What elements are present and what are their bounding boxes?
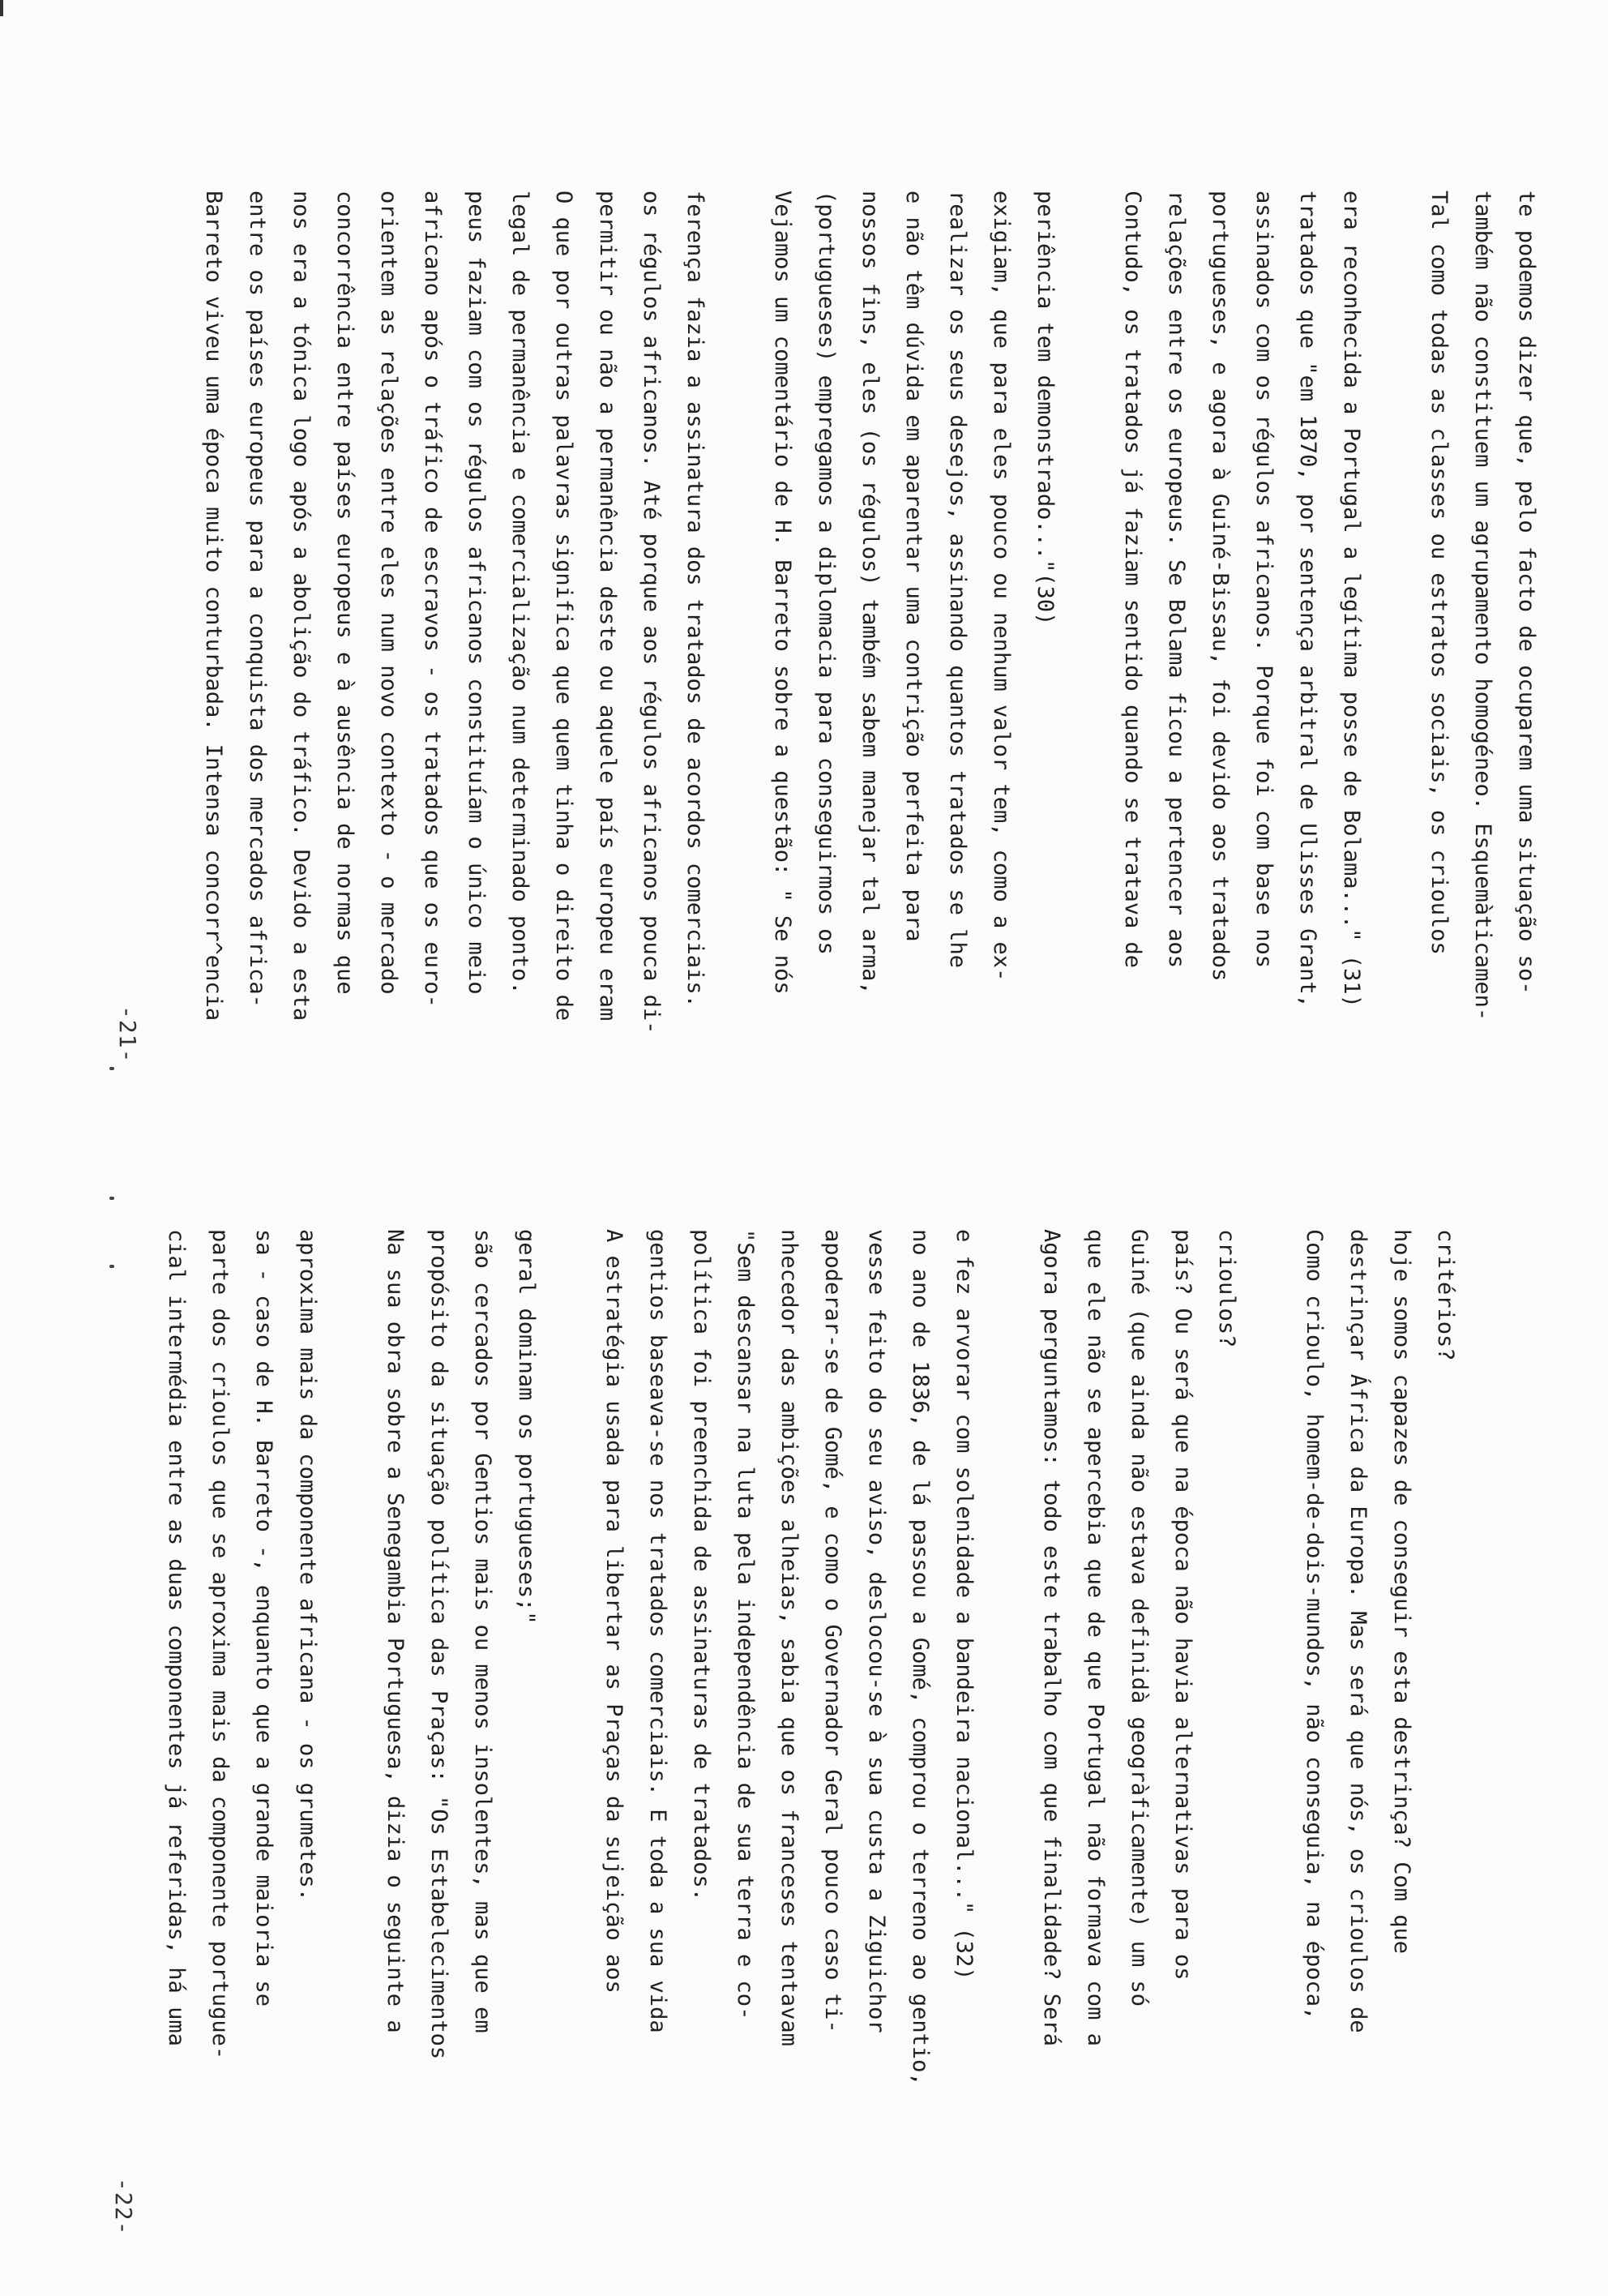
text-line: Agora perguntamos: todo este trabalho com que finalidade? Será [1039, 1229, 1064, 2046]
text-line: e não têm dúvida em aparentar uma contrição perfeita para [901, 191, 926, 942]
text-line: nossos fins, eles (os régulos) também sabem manejar tal arma, [857, 191, 883, 995]
text-line: Tal como todas as classes ou estratos sociais, os crioulos [1426, 191, 1452, 955]
text-line: (portugueses) empregamos a diplomacia para conseguirmos os [814, 191, 839, 955]
page-number: -21- [114, 1005, 141, 1064]
text-line: os régulos africanos. Até porque aos régulos africanos pouca di- [639, 191, 664, 1034]
text-line: que ele não se apercebia que de que Portugal não formava com a [1083, 1229, 1108, 2046]
text-line: e fez arvorar com solenidade a bandeira nacional..." (32) [952, 1229, 977, 1981]
text-line: peus faziam com os régulos africanos constituíam o único meio [464, 191, 489, 995]
text-line: era reconhecida a Portugal a legítima posse de Bolama..." (31) [1339, 191, 1364, 1008]
text-line: sa - caso de H. Barreto -, enquanto que a grande maioria se [251, 1229, 276, 2007]
text-line: relações entre os europeus. Se Bolama ficou a pertencer aos [1164, 191, 1189, 969]
text-line: também não constituem um agrupamento homogéneo. Esquemàticamen- [1470, 191, 1495, 1022]
text-line: geral dominam os portugueses;" [514, 1229, 539, 1625]
text-line: propósito da situação política das Praças: "Os Estabelecimentos [426, 1229, 451, 2060]
scan-speck [109, 1067, 114, 1070]
text-line: A estratégia usada para libertar as Praças da sujeição aos [601, 1229, 627, 1994]
text-line: Na sua obra sobre a Senegambia Portuguesa, dizia o seguinte a [383, 1229, 408, 2033]
text-line: cial intermédia entre as duas componentes já referidas, há uma [164, 1229, 189, 2046]
text-line: Vejamos um comentário de H. Barreto sobre a questão: " Se nós [770, 191, 795, 995]
text-line: política foi preenchida de assinaturas de tratados. [689, 1229, 714, 1902]
text-line: portugueses, e agora à Guiné-Bissau, foi devido aos tratados [1208, 191, 1233, 982]
text-line: legal de permanência e comercialização num determinado ponto. [507, 191, 532, 995]
scan-speck [109, 1265, 114, 1268]
text-line: te podemos dizer que, pelo facto de ocuparem uma situação so- [1514, 191, 1539, 995]
text-line: Barreto viveu uma época muito conturbada. Intensa concorr^encia [201, 191, 226, 1022]
text-line: nos era a tónica logo após a abolição do tráfico. Devido a esta [289, 191, 314, 1022]
text-line: crioulos? [1214, 1229, 1239, 1348]
text-line: "Sem descansar na luta pela independência de sua terra e co- [733, 1229, 758, 2020]
text-line: vesse feito do seu aviso, deslocou-se à sua custa a Ziguichor [864, 1229, 889, 2033]
text-line: realizar os seus desejos, assinando quantos tratados se lhe [945, 191, 970, 969]
scan-speck [109, 1197, 114, 1200]
text-line: Guiné (que ainda não estava definidà geogràficamente) um só [1127, 1229, 1152, 2007]
text-line: apoderar-se de Gomé, e como o Governador Geral pouco caso ti- [820, 1229, 845, 2033]
text-line: país? Ou será que na época não havia alternativas para os [1170, 1229, 1195, 1981]
text-line: concorrência entre países europeus e à ausência de normas que [332, 191, 357, 995]
text-line: tratados que "em 1870, por sentença arbitral de Ulisses Grant, [1295, 191, 1320, 1008]
text-line: destrinçar África da Europa. Mas será que nós, os crioulos de [1345, 1229, 1371, 2033]
text-line: parte dos crioulos que se aproxima mais da componente portugue- [207, 1229, 233, 2060]
text-line: são cercados por Gentios mais ou menos insolentes, mas que em [470, 1229, 495, 2033]
text-line: ferença fazia a assinatura dos tratados de acordos comerciais. [682, 191, 708, 1008]
text-line: africano após o tráfico de escravos - os tratados que os euro- [420, 191, 445, 1008]
text-line: hoje somos capazes de conseguir esta destrinça? Com que [1389, 1229, 1414, 1955]
text-line: Contudo, os tratados já faziam sentido quando se tratava de [1120, 191, 1145, 969]
text-line: exigiam, que para eles pouco ou nenhum valor tem, como a ex- [989, 191, 1014, 982]
text-line: entre os países europeus para a conquista dos mercados africa- [245, 191, 270, 1008]
text-line: O que por outras palavras significa que quem tinha o direito de [551, 191, 576, 1022]
text-line: permitir ou não a permanência deste ou aquele país europeu eram [595, 191, 620, 1022]
text-line: no ano de 1836, de lá passou a Gomé, comprou o terreno ao gentio, [908, 1229, 933, 2086]
page-22 [0, 1148, 1608, 2296]
text-line: gentios baseava-se nos tratados comerciais. E toda a sua vida [645, 1229, 670, 2033]
text-line: nhecedor das ambições alheias, sabia que os franceses tentavam [776, 1229, 802, 2046]
text-line: periência tem demonstrado..."(30) [1033, 191, 1058, 626]
page-number: -22- [110, 2178, 137, 2236]
text-line: critérios? [1433, 1229, 1458, 1361]
text-line: Como crioulo, homem-de-dois-mundos, não conseguia, na época, [1302, 1229, 1327, 2020]
text-line: assinados com os régulos africanos. Porque foi com base nos [1251, 191, 1277, 969]
text-line: aproxima mais da componente africana - os grumetes. [295, 1229, 320, 1902]
text-line: orientem as relações entre eles num novo contexto - o mercado [376, 191, 401, 995]
